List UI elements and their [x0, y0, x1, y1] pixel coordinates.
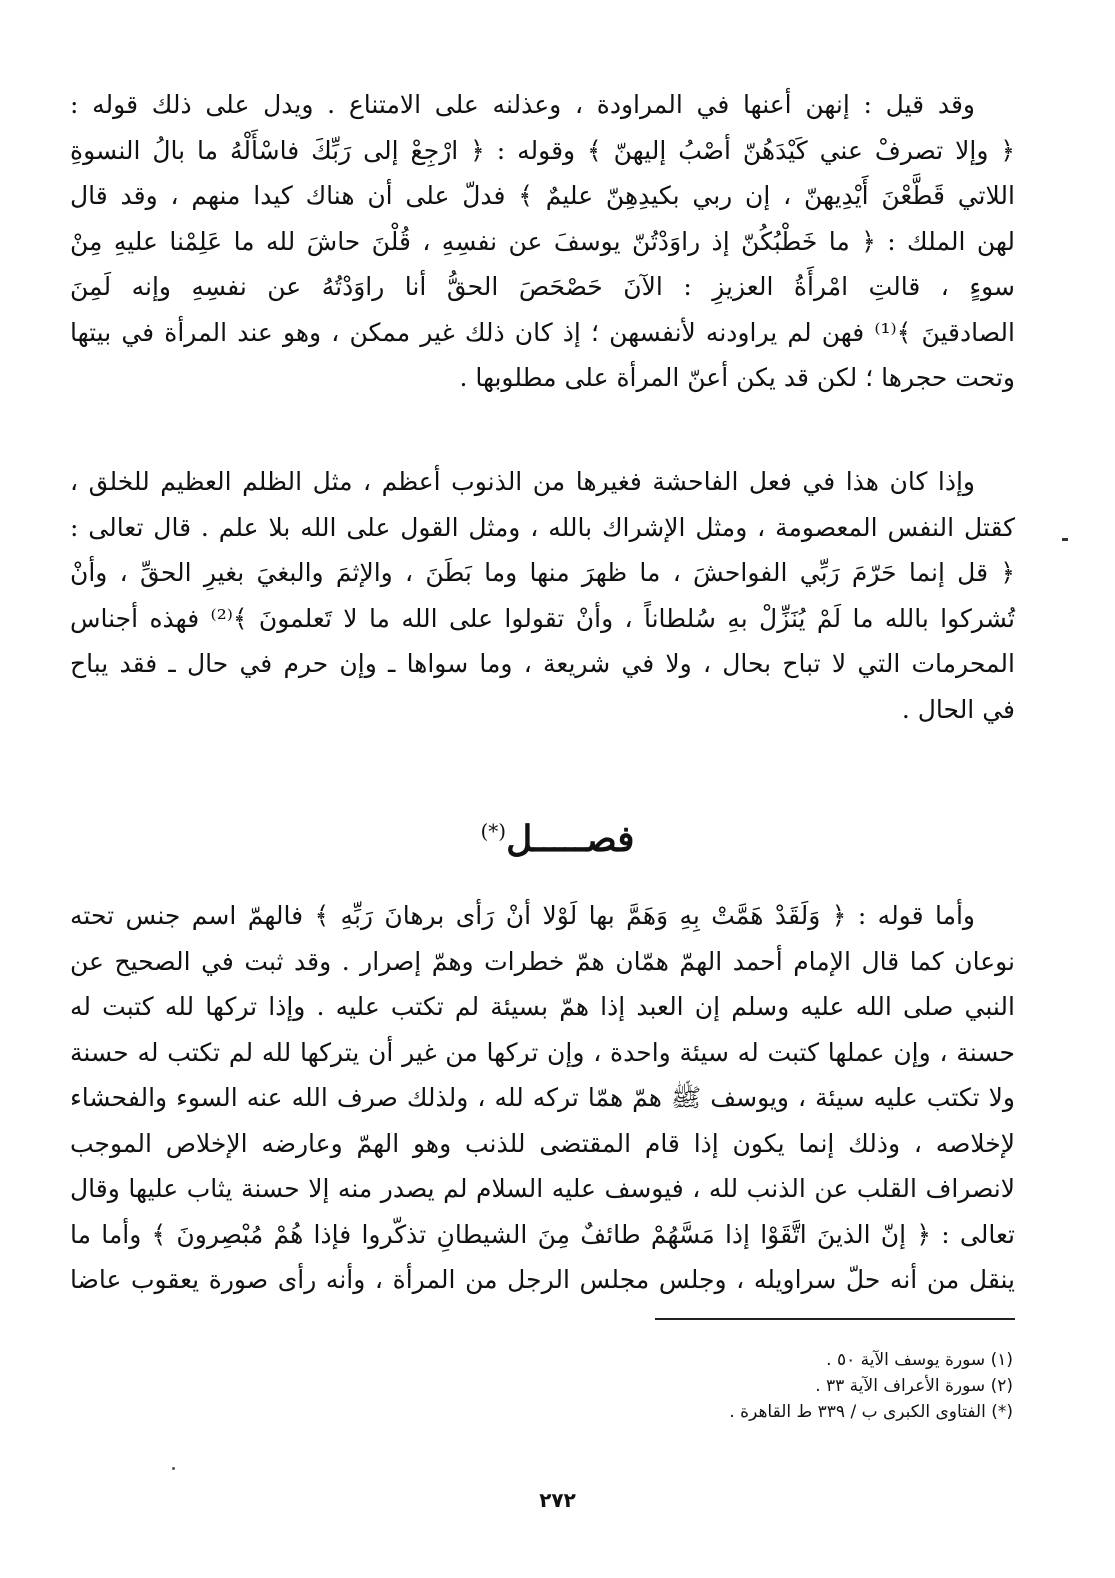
section-heading-mark: (*)	[480, 819, 507, 843]
text-line: ﴿ وإلا تصرفْ عني كَيْدَهُنّ أصْبُ إليهنّ ﴾ وقوله : ﴿ ارْجِعْ إلى رَبِّكَ فاسْأَلْهُ ما بالُ النسوةِ	[70, 135, 1015, 165]
paragraph-3	[70, 893, 1015, 1303]
text-line: وقد قيل : إنهن أعنها في المراودة ، وعذلنه على الامتناع . ويدل على ذلك قوله :	[70, 90, 975, 119]
text-line: تُشركوا بالله ما لَمْ يُنَزِّلْ بهِ سُلطاناً ، وأنْ تقولوا على الله ما لا تَعلمونَ ﴾⁽²⁾ فهذه أجناس	[70, 603, 1015, 633]
text-line: نوعان كما قال الإمام أحمد الهمّ همّان همّ خطرات وهمّ إصرار . وقد ثبت في الصحيح عن	[70, 946, 1015, 976]
text-line: ينقل من أنه حلّ سراويله ، وجلس مجلس الرجل من المرأة ، وأنه رأى صورة يعقوب عاضا	[70, 1265, 1015, 1294]
text-line: في الحال .	[901, 694, 1015, 724]
text-line: وإذا كان هذا في فعل الفاحشة فغيرها من الذنوب أعظم ، مثل الظلم العظيم للخلق ،	[70, 467, 975, 496]
section-heading	[0, 806, 1115, 864]
footnotes	[313, 1347, 1013, 1425]
text-line: اللاتي قَطَّعْنَ أَيْدِيهنّ ، إن ربي بكيدِهِنّ عليمٌ ﴾ فدلّ على أن هناك كيدا منهم ، وقد قال	[70, 181, 1015, 210]
page-number: ٢٧٢	[539, 1488, 576, 1512]
text-line: الصادقينَ ﴾⁽¹⁾ فهن لم يراودنه لأنفسهن ؛ إذ كان ذلك غير ممكن ، وهو عند المرأة في بيتها	[70, 317, 1015, 347]
text-line: لإخلاصه ، وذلك إنما يكون إذا قام المقتضى للذنب وهو الهمّ وعارضه الإخلاص الموجب	[70, 1128, 1015, 1158]
text-line: المحرمات التي لا تباح بحال ، ولا في شريعة ، وما سواها ـ وإن حرم في حال ـ فقد يباح	[70, 649, 1015, 678]
text-line: ﴿ قل إنما حَرّمَ رَبِّي الفواحشَ ، ما ظهرَ منها وما بَطَنَ ، والإثمَ والبغيَ بغيرِ الحقِّ ، وأنْ	[70, 558, 1015, 587]
text-line: تعالى : ﴿ إنّ الذينَ اتَّقَوْا إذا مَسَّهُمْ طائفٌ مِنَ الشيطانِ تذكّروا فإذا هُمْ مُبْصِرونَ ﴾ وأما ما	[70, 1219, 1015, 1249]
footnote: (*) الفتاوى الكبرى ب / ٣٣٩ ط القاهرة .	[729, 1402, 1013, 1422]
footnote: (٢) سورة الأعراف الآية ٣٣ .	[815, 1376, 1013, 1396]
text-line: ولا تكتب عليه سيئة ، ويوسف ﷺ همّ همّا تركه لله ، ولذلك صرف الله عنه السوء والفحشاء	[70, 1083, 1015, 1112]
footnote-divider	[655, 1318, 1015, 1320]
text-line: سوءٍ ، قالتِ امْرأَةُ العزيزِ : الآنَ حَصْحَصَ الحقُّ أنا راوَدْتُهُ عن نفسِهِ وإنه لَمِنَ	[70, 272, 1015, 301]
text-line: كقتل النفس المعصومة ، ومثل الإشراك بالله ، ومثل القول على الله بلا علم . قال تعالى :	[70, 512, 1015, 542]
text-line: النبي صلى الله عليه وسلم إن العبد إذا همّ بسيئة لم تكتب عليه . وإذا تركها لله كتبت له	[70, 992, 1015, 1021]
text-line: لانصراف القلب عن الذنب لله ، فيوسف عليه السلام لم يصدر منه إلا حسنة يثاب عليها وقال	[70, 1174, 1015, 1203]
text-line: حسنة ، وإن عملها كتبت له سيئة واحدة ، وإن تركها من غير أن يتركها لله لم تكتب له حسنة	[70, 1037, 1015, 1067]
paragraph-2	[70, 459, 1015, 732]
scan-speck	[172, 1467, 175, 1470]
footnote: (١) سورة يوسف الآية ٥٠ .	[826, 1350, 1013, 1370]
text-line: لهن الملك : ﴿ ما خَطْبُكُنّ إذ راوَدْتُنّ يوسفَ عن نفسِهِ ، قُلْنَ حاشَ لله ما عَلِمْنا عليهِ مِنْ	[70, 226, 1015, 256]
paragraph-1	[70, 82, 1015, 401]
section-heading-text: فصـــــل	[506, 818, 635, 860]
text-line: وتحت حجرها ؛ لكن قد يكن أعنّ المرأة على مطلوبها .	[459, 363, 1015, 392]
text-line: وأما قوله : ﴿ وَلَقَدْ هَمَّتْ بِهِ وَهَمَّ بها لَوْلا أنْ رَأى برهانَ رَبِّهِ ﴾ فالهمّ اسم جنس تحته	[70, 901, 975, 930]
margin-mark	[1062, 538, 1068, 541]
